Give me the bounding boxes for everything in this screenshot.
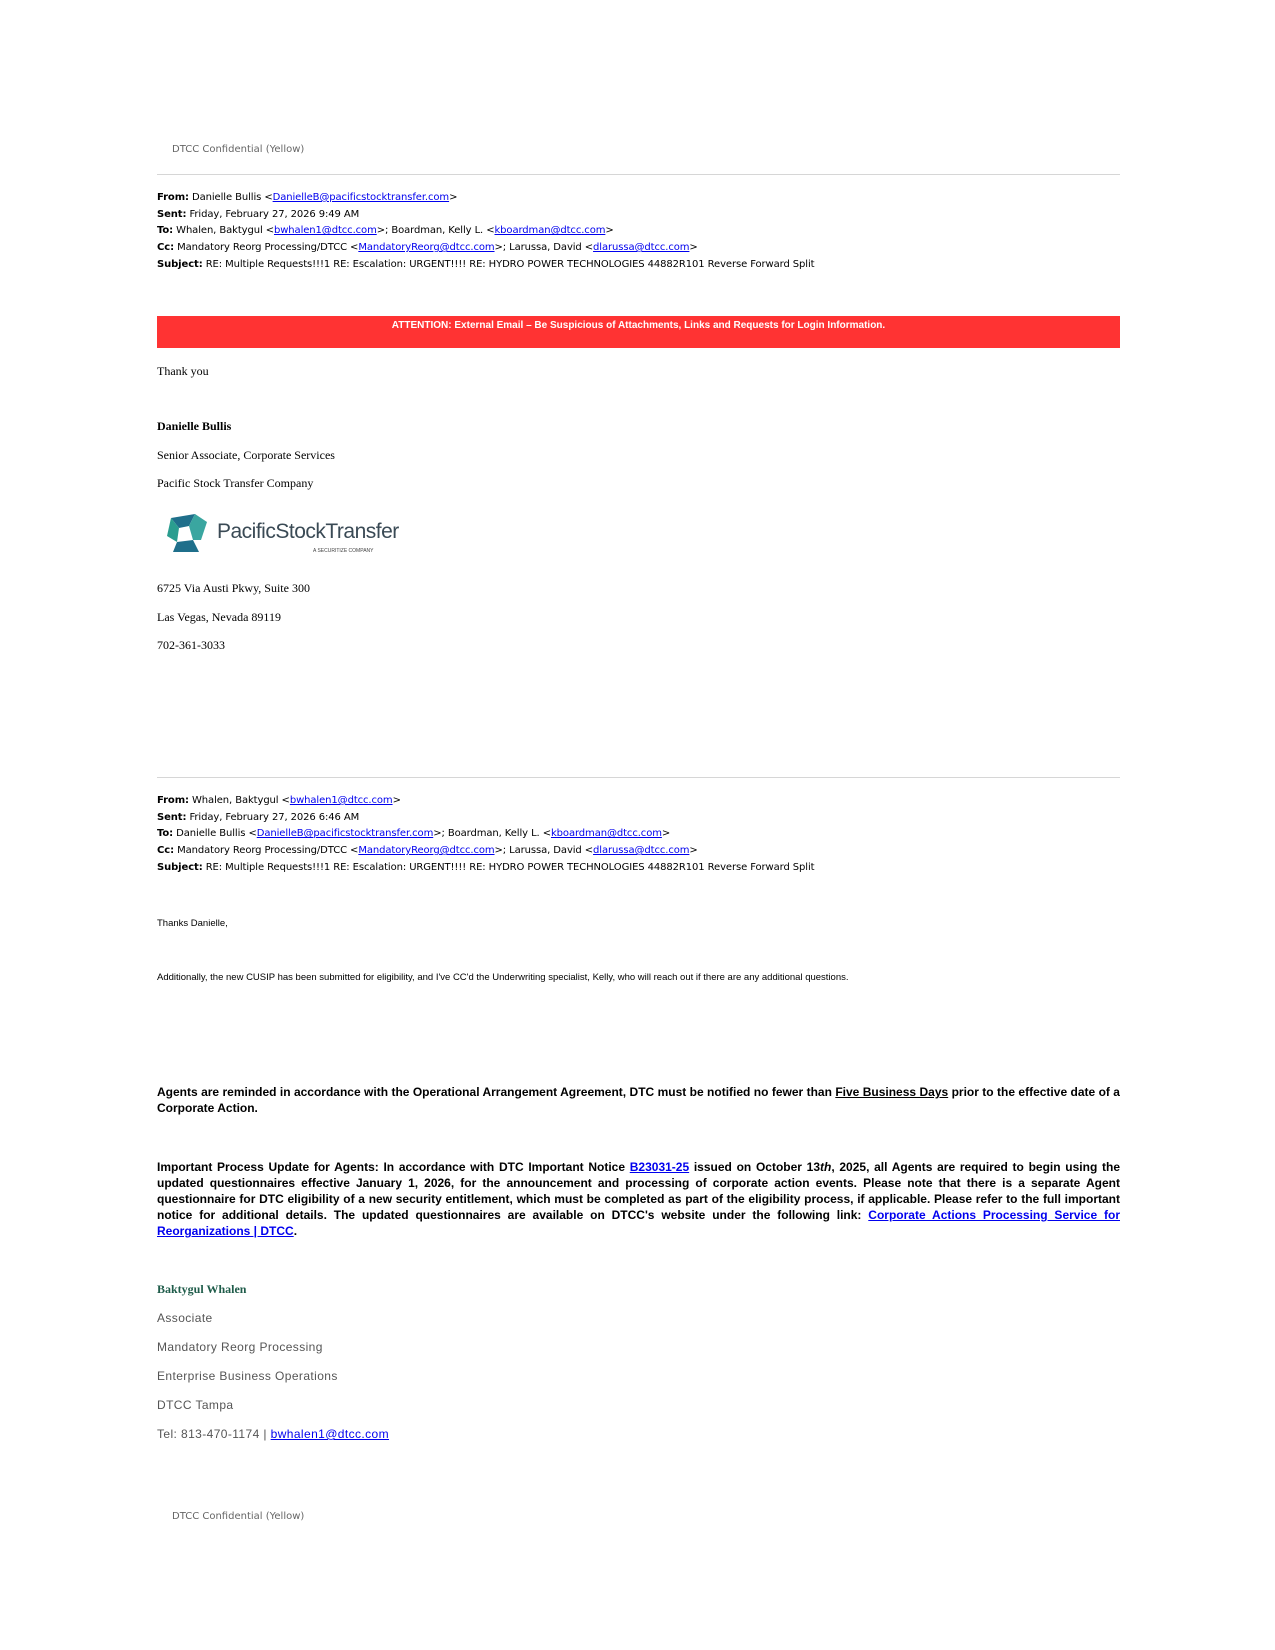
sent-line [157,207,814,224]
signature-name-1: Danielle Bullis [157,419,232,433]
to-label: To: [157,828,174,840]
from-end: > [449,192,458,203]
cc-email-link-2[interactable]: dlarussa@dtcc.com [593,242,690,254]
divider-top [157,174,1120,175]
notice1-text-a: Agents are reminded in accordance with the Operational Arrangement Agreement, DTC must be notified no fewer than [157,1085,836,1099]
body-greeting: Thanks Danielle, [157,918,228,929]
from-email-link[interactable]: bwhalen1@dtcc.com [289,795,393,806]
email-header-2 [157,793,814,877]
from-label: From: [157,192,189,203]
from-email-link[interactable]: DanielleB@pacificstocktransfer.com [272,192,450,203]
cc-name-2: >; Larussa, David < [494,242,594,254]
to-name-2: >; Boardman, Kelly L. < [376,225,495,237]
signature-email-link[interactable]: bwhalen1@dtcc.com [270,1427,390,1441]
from-line [157,793,814,810]
address-line-2: Las Vegas, Nevada 89119 [157,610,281,624]
from-line [157,190,814,207]
signature-tel-line [157,1427,389,1441]
from-name: Danielle Bullis < [192,192,273,203]
to-end: > [605,225,614,237]
to-line [157,223,814,240]
confidential-label-top: DTCC Confidential (Yellow) [172,144,305,155]
cc-label: Cc: [157,242,174,254]
sent-value: Friday, February 27, 2026 9:49 AM [189,208,360,220]
external-email-warning-banner: ATTENTION: External Email – Be Suspicious of Attachments, Links and Requests for Login Information. [157,316,1120,348]
to-email-link-2[interactable]: kboardman@dtcc.com [550,828,662,840]
cc-end: > [689,242,698,254]
signature-company-1: Pacific Stock Transfer Company [157,476,314,490]
notice2-text-a: Important Process Update for Agents: In accordance with DTC Important Notice [157,1160,630,1174]
logo-subtext: A SECURITIZE COMPANY [313,548,374,554]
email-header-1 [157,190,814,274]
subject-line [157,860,814,877]
notice-process-update [157,1159,1120,1239]
important-notice-link[interactable]: B23031-25 [629,1160,690,1174]
to-name-2: >; Boardman, Kelly L. < [433,828,551,840]
notice2-text-b: issued on October 13 [689,1160,821,1174]
signature-tel: Tel: 813-470-1174 | [157,1427,271,1441]
notice2-text-c: , 2025, all Agents are required to begin using the updated questionnaires effective January 1, 2026, for the announcement and processing of corporate action events. Please note that there is a separate Agent questionnaire for DTC eligibility of a new security entitlement, which must be completed as part of the eligibility process, if applicable. Please refer to the full important notice for additional details. The updated questionnaires are available on DTCC's website under the following link: [157,1160,1121,1222]
to-line [157,826,814,843]
subject-line [157,257,814,274]
to-email-link-2[interactable]: kboardman@dtcc.com [494,225,606,237]
cc-email-link-1[interactable]: MandatoryReorg@dtcc.com [358,845,495,857]
to-name-1: Danielle Bullis < [176,828,257,840]
to-name-1: Whalen, Baktygul < [176,225,274,237]
divider-middle [157,777,1120,778]
phone-1: 702-361-3033 [157,638,225,652]
signature-title-1: Senior Associate, Corporate Services [157,448,335,462]
cc-end: > [689,845,698,857]
logo-text: PacificStockTransfer [217,520,399,543]
logo-mark-icon [165,512,211,556]
cc-line [157,240,814,257]
to-label: To: [157,225,174,237]
signature-dept-2: Mandatory Reorg Processing [157,1340,323,1354]
to-end: > [661,828,671,840]
notice-five-business-days [157,1084,1120,1116]
body-paragraph: Additionally, the new CUSIP has been submitted for eligibility, and I've CC'd the Underwriting specialist, Kelly, who will reach out if there are any additional questions. [157,972,849,983]
to-email-link-1[interactable]: bwhalen1@dtcc.com [273,225,377,237]
sent-label: Sent: [157,811,187,823]
cc-email-link-2[interactable]: dlarussa@dtcc.com [593,845,690,857]
sent-value: Friday, February 27, 2026 6:46 AM [189,811,360,823]
signature-division-2: Enterprise Business Operations [157,1369,338,1383]
body-thanks: Thank you [157,364,209,378]
corporate-actions-link[interactable]: Corporate Actions Processing Service for Reorganizations | DTCC [157,1208,1120,1238]
subject-label: Subject: [157,861,203,873]
subject-value: RE: Multiple Requests!!!1 RE: Escalation: URGENT!!!! RE: HYDRO POWER TECHNOLOGIES 44882R101 Reverse Forward Split [205,861,815,873]
cc-email-link-1[interactable]: MandatoryReorg@dtcc.com [358,242,495,254]
subject-label: Subject: [157,258,203,270]
cc-label: Cc: [157,845,174,857]
confidential-label-bottom: DTCC Confidential (Yellow) [172,1511,305,1522]
notice2-ordinal: th [820,1160,832,1174]
from-label: From: [157,795,189,806]
notice2-end: . [293,1224,298,1238]
notice1-underlined: Five Business Days [835,1085,949,1099]
subject-value: RE: Multiple Requests!!!1 RE: Escalation: URGENT!!!! RE: HYDRO POWER TECHNOLOGIES 44882R101 Reverse Forward Split [205,258,815,270]
notice1-text-b: prior to the effective date of a Corporate Action. [157,1085,1120,1115]
from-name: Whalen, Baktygul < [192,795,290,806]
signature-name-2: Baktygul Whalen [157,1282,247,1296]
to-email-link-1[interactable]: DanielleB@pacificstocktransfer.com [256,828,434,840]
cc-name-2: >; Larussa, David < [494,845,594,857]
signature-title-2: Associate [157,1311,213,1325]
pacific-stock-transfer-logo [165,512,399,558]
signature-location-2: DTCC Tampa [157,1398,234,1412]
cc-line [157,843,814,860]
cc-name-1: Mandatory Reorg Processing/DTCC < [177,845,359,857]
sent-label: Sent: [157,208,187,220]
from-end: > [392,795,401,806]
address-line-1: 6725 Via Austi Pkwy, Suite 300 [157,581,310,595]
cc-name-1: Mandatory Reorg Processing/DTCC < [177,242,359,254]
sent-line [157,810,814,827]
